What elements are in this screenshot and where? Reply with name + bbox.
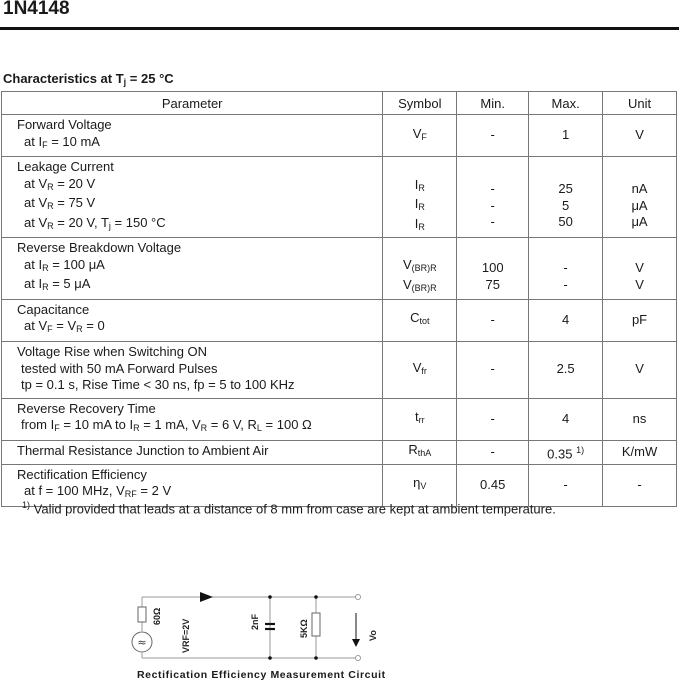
- max-cell: 0.35 $^{1)}$: [529, 440, 603, 464]
- parameter-cell: Capacitance at $V_F = V_R = 0$: [2, 299, 383, 341]
- table-row-reverse-recovery: [2, 398, 677, 440]
- vrf-label: VRF=2V: [181, 618, 191, 653]
- symbol-cell: $t_{rr}$: [383, 398, 457, 440]
- unit-cell: nA μA μA: [603, 157, 677, 238]
- header-max: Max.: [529, 92, 603, 115]
- symbol-cell: $V_{fr}$: [383, 341, 457, 398]
- footnote: $^{1)}$ Valid provided that leads at a distance of 8 mm from case are kept at ambient temperature.: [22, 500, 556, 517]
- load-resistor-icon: [312, 613, 320, 636]
- unit-cell: V V: [603, 238, 677, 300]
- max-cell: -: [529, 464, 603, 506]
- min-cell: -: [457, 341, 529, 398]
- min-cell: -: [457, 115, 529, 157]
- title-rule: [0, 27, 679, 30]
- parameter-cell: Reverse Breakdown Voltage at $I_R = 100$ μA at $I_R = 5$ μA: [2, 238, 383, 300]
- header-unit: Unit: [603, 92, 677, 115]
- parameter-cell: Thermal Resistance Junction to Ambient Air: [2, 440, 383, 464]
- max-cell: 25 5 50: [529, 157, 603, 238]
- load-resistor-label: 5KΩ: [299, 619, 309, 638]
- min-cell: -: [457, 299, 529, 341]
- circuit-caption: Rectification Efficiency Measurement Circuit: [137, 669, 386, 681]
- ac-source-symbol: ≈: [137, 636, 147, 649]
- table-row-leakage-current: [2, 157, 677, 238]
- table-row-voltage-rise: [2, 341, 677, 398]
- symbol-cell: $\eta_V$: [383, 464, 457, 506]
- unit-cell: K/mW: [603, 440, 677, 464]
- unit-cell: ns: [603, 398, 677, 440]
- min-cell: -: [457, 398, 529, 440]
- unit-cell: -: [603, 464, 677, 506]
- max-cell: 1: [529, 115, 603, 157]
- capacitor-icon: [265, 597, 275, 629]
- max-cell: 2.5: [529, 341, 603, 398]
- unit-cell: V: [603, 115, 677, 157]
- symbol-cell: $C_{tot}$: [383, 299, 457, 341]
- table-row-thermal-resistance: [2, 440, 677, 464]
- part-number-title: 1N4148: [3, 0, 70, 19]
- symbol-cell: $I_R$ $I_R$ $I_R$: [383, 157, 457, 238]
- min-cell: 100 75: [457, 238, 529, 300]
- header-symbol: Symbol: [383, 92, 457, 115]
- header-row: [2, 92, 677, 115]
- symbol-cell: $R_{thA}$: [383, 440, 457, 464]
- max-cell: - -: [529, 238, 603, 300]
- min-cell: -: [457, 440, 529, 464]
- min-cell: - - -: [457, 157, 529, 238]
- table-row-forward-voltage: [2, 115, 677, 157]
- characteristics-heading: Characteristics at $T_j = 25$ °C: [3, 71, 174, 87]
- output-label: Vo: [368, 630, 378, 641]
- unit-cell: pF: [603, 299, 677, 341]
- output-arrow-icon: [352, 639, 360, 647]
- parameter-cell: Forward Voltage at $I_F = 10$ mA: [2, 115, 383, 157]
- symbol-cell: $V_F$: [383, 115, 457, 157]
- capacitor-label: 2nF: [250, 613, 260, 630]
- parameter-cell: Reverse Recovery Time from $I_F = 10$ mA to $I_R = 1$ mA, $V_R = 6$ V, $R_L = 100$ Ω: [2, 398, 383, 440]
- unit-cell: V: [603, 341, 677, 398]
- header-parameter: Parameter: [2, 92, 383, 115]
- max-cell: 4: [529, 398, 603, 440]
- table-row-capacitance: [2, 299, 677, 341]
- footnote-ref: 1): [576, 444, 585, 455]
- rectification-circuit-diagram: [120, 583, 380, 667]
- source-resistor-label: 60Ω: [152, 607, 162, 625]
- table-row-reverse-breakdown: [2, 238, 677, 300]
- parameter-cell: Leakage Current at $V_R = 20$ V at $V_R = 75$ V at $V_R = 20$ V, $T_j = 150$ °C: [2, 157, 383, 238]
- characteristics-table: [1, 91, 677, 507]
- parameter-cell: Rectification Efficiency at f = 100 MHz, $V_{RF} = 2$ V: [2, 464, 383, 506]
- circuit-junctions: [268, 595, 318, 660]
- parameter-cell: Voltage Rise when Switching ON tested with 50 mA Forward Pulses tp = 0.1 s, Rise Time < 30 ns, fp = 5 to 100 KHz: [2, 341, 383, 398]
- max-cell: 4: [529, 299, 603, 341]
- source-resistor-icon: [138, 607, 146, 622]
- symbol-cell: $V_{(BR)R}$ $V_{(BR)R}$: [383, 238, 457, 300]
- header-min: Min.: [457, 92, 529, 115]
- diode-arrow-icon: [200, 592, 213, 602]
- min-cell: 0.45: [457, 464, 529, 506]
